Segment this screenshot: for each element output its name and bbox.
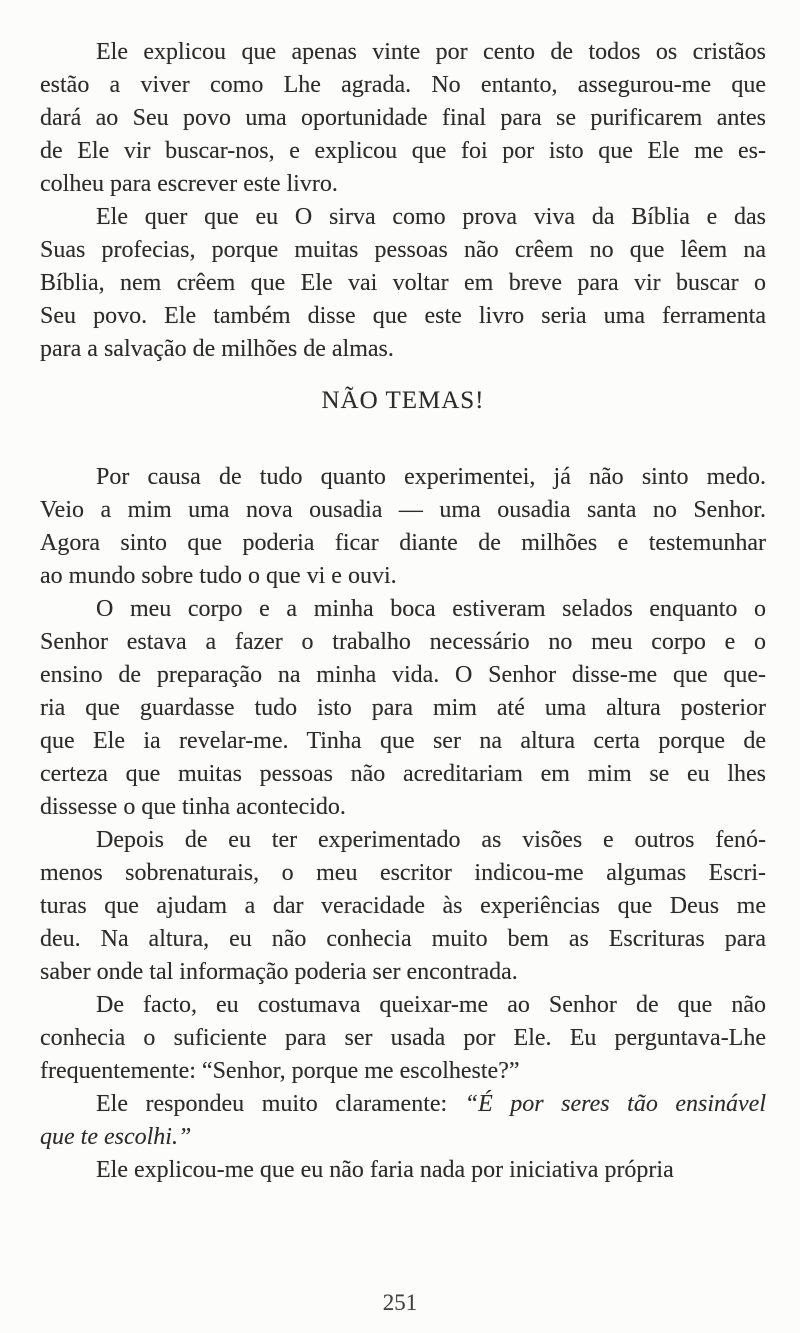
text-line: Por causa de tudo quanto experimentei, já não sinto medo. [96, 464, 766, 490]
text-line: conhecia o suficiente para ser usada por Ele. Eu perguntava-Lhe [40, 1025, 766, 1051]
text-line: Depois de eu ter experimentado as visões e outros fenó- [96, 827, 766, 853]
section-heading: NÃO TEMAS! [321, 387, 485, 414]
text-line [40, 1121, 766, 1154]
text-line: estão a viver como Lhe agrada. No entanto, assegurou-me que [40, 72, 766, 98]
text-line: ensino de preparação na minha vida. O Senhor disse-me que que- [40, 662, 766, 688]
text-line: O meu corpo e a minha boca estiveram selados enquanto o [96, 596, 766, 622]
text-line: Ele explicou-me que eu não faria nada por iniciativa própria [96, 1157, 674, 1183]
paragraph [40, 824, 766, 989]
text-line: colheu para escrever este livro. [40, 171, 338, 197]
italic-quote: que te escolhi.” [40, 1124, 192, 1150]
text-line: certeza que muitas pessoas não acreditariam em mim se eu lhes [40, 761, 766, 787]
text-line: Ele quer que eu O sirva como prova viva da Bíblia e das [96, 204, 766, 230]
text-line: Seu povo. Ele também disse que este livro seria uma ferramenta [40, 303, 766, 329]
text-line: Veio a mim uma nova ousadia — uma ousadia santa no Senhor. [40, 497, 766, 523]
text-line: Agora sinto que poderia ficar diante de milhões e testemunhar [40, 530, 766, 556]
paragraph [40, 989, 766, 1088]
text-line: turas que ajudam a dar veracidade às experiências que Deus me [40, 893, 766, 919]
paragraph [40, 593, 766, 824]
italic-quote: “É por seres tão ensinável [464, 1091, 766, 1117]
text-line: ria que guardasse tudo isto para mim até uma altura posterior [40, 695, 766, 721]
text-line: ao mundo sobre tudo o que vi e ouvi. [40, 563, 397, 589]
text-line: Suas profecias, porque muitas pessoas não crêem no que lêem na [40, 237, 766, 263]
paragraph [40, 461, 766, 593]
text-line: De facto, eu costumava queixar-me ao Senhor de que não [96, 992, 766, 1018]
text-line: frequentemente: “Senhor, porque me escolheste?” [40, 1058, 520, 1084]
text-line: dissesse o que tinha acontecido. [40, 794, 346, 820]
text-line: saber onde tal informação poderia ser encontrada. [40, 959, 518, 985]
paragraph [40, 201, 766, 366]
text-line: para a salvação de milhões de almas. [40, 336, 394, 362]
text-line: que Ele ia revelar-me. Tinha que ser na altura certa porque de [40, 728, 766, 754]
text-line: de Ele vir buscar-nos, e explicou que foi por isto que Ele me es- [40, 138, 766, 164]
text-line: Ele explicou que apenas vinte por cento de todos os cristãos [96, 39, 766, 65]
text-line: deu. Na altura, eu não conhecia muito bem as Escrituras para [40, 926, 766, 952]
page-number: 251 [382, 1290, 418, 1315]
text-line: Senhor estava a fazer o trabalho necessário no meu corpo e o [40, 629, 766, 655]
text-line: menos sobrenaturais, o meu escritor indicou-me algumas Escri- [40, 860, 766, 886]
body-text [40, 36, 766, 1187]
paragraph [40, 36, 766, 201]
paragraph [40, 1088, 766, 1154]
text-line: Ele respondeu muito claramente: “É por seres tão ensinável [96, 1091, 766, 1117]
text-line: Bíblia, nem crêem que Ele vai voltar em breve para vir buscar o [40, 270, 766, 296]
text-line: dará ao Seu povo uma oportunidade final para se purificarem antes [40, 105, 766, 131]
paragraph [40, 1154, 766, 1187]
